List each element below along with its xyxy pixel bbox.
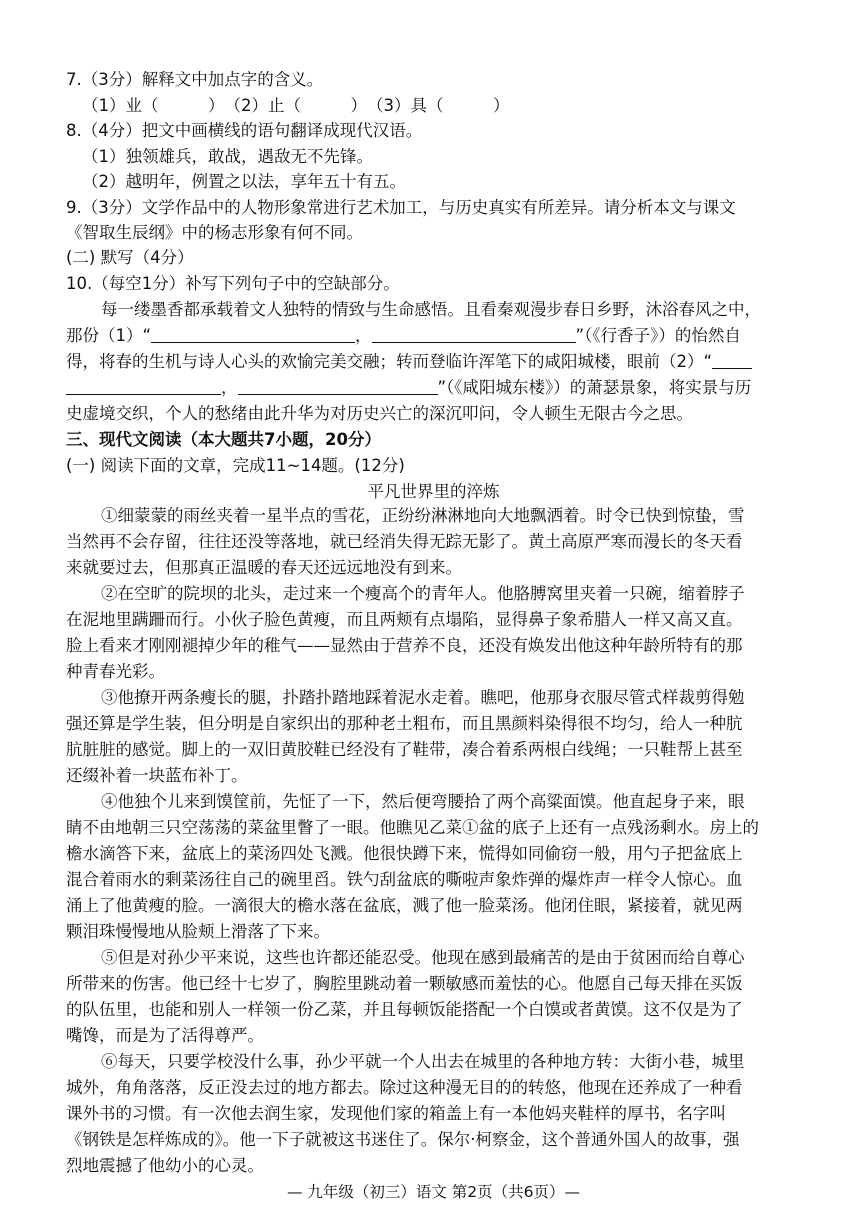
answer-blank[interactable]	[372, 324, 576, 343]
article-line: ③他撩开两条瘦长的腿，扑踏扑踏地踩着泥水走着。瞧吧，他那身衣服尽管式样裁剪得勉	[101, 688, 745, 707]
moxie-paragraph-line-4	[66, 376, 751, 400]
moxie-paragraph-line-1: 每一缕墨香都承载着文人独特的情致与生命感悟。且看秦观漫步春日乡野，沐浴春风之中，	[101, 300, 761, 319]
article-line: 《钢铁是怎样炼成的》。他一下子就被这书迷住了。保尔·柯察金，这个普通外国人的故事，强	[66, 1130, 740, 1149]
moxie-text: ”（《行香子》）的怡然自	[575, 326, 741, 345]
article-line: ⑥每天，只要学校没什么事，孙少平就一个人出去在城里的各种地方转：大街小巷，城里	[101, 1052, 745, 1071]
question-8-item-2: （2）越明年，例置之以法，享年五十有五。	[82, 172, 406, 191]
article-line: 檐水滴答下来，盆底上的菜汤四处飞溅。他很快蹲下来，慌得如同偷窃一般，用勺子把盆底上	[66, 844, 743, 863]
moxie-paragraph-line-5: 史虚境交织，个人的愁绪由此升华为对历史兴亡的深沉叩问，令人顿生无限古今之思。	[66, 404, 693, 423]
article-line: 在泥地里蹒跚而行。小伙子脸色黄瘦，而且两颊有点塌陷，显得鼻子象希腊人一样又高又直。	[66, 610, 743, 629]
moxie-text: ”（《咸阳城东楼》）的萧瑟景象，将实景与历	[437, 378, 752, 397]
article-line: 嘴馋，而是为了活得尊严。	[66, 1026, 264, 1045]
article-line: 脸上看来才刚刚褪掉少年的稚气——显然由于营养不良，还没有焕发出他这种年龄所特有的那	[66, 636, 743, 655]
article-line: 当然再不会存留，往往还没等落地，就已经消失得无踪无影了。黄土高原严寒而漫长的冬天看	[66, 532, 743, 551]
article-line: 颗泪珠慢慢地从脸颊上滑落了下来。	[66, 922, 330, 941]
article-line: 烈地震撼了他幼小的心灵。	[66, 1156, 264, 1175]
answer-blank[interactable]	[712, 350, 752, 369]
question-9-line-2: 《智取生辰纲》中的杨志形象有何不同。	[66, 223, 363, 242]
moxie-text: ，	[355, 326, 372, 345]
article-line: 还缀补着一块蓝布补丁。	[66, 766, 248, 785]
answer-blank[interactable]	[238, 376, 438, 395]
section-three-subtitle: (一) 阅读下面的文章，完成11~14题。(12分)	[66, 456, 405, 475]
article-line: ①细蒙蒙的雨丝夹着一星半点的雪花，正纷纷淋淋地向大地飘洒着。时令已快到惊蛰，雪	[101, 506, 745, 525]
moxie-text: 那份（1）“	[66, 326, 152, 345]
question-10: 10.（每空1分）补写下列句子中的空缺部分。	[66, 274, 400, 293]
article-line: ④他独个儿来到馍筐前，先怔了一下，然后便弯腰拾了两个高粱面馍。他直起身子来，眼	[101, 792, 745, 811]
question-7-items: （1）业（ ） （2）止（ ） （3）具（ ）	[82, 96, 510, 115]
question-8-item-1: （1）独领雄兵，敢战，遇敌无不先锋。	[82, 147, 373, 166]
section-moxie-title: (二) 默写（4分）	[66, 248, 194, 267]
moxie-paragraph-line-3	[66, 350, 752, 374]
moxie-text: 得，将春的生机与诗人心头的欢愉完美交融；转而登临许浑笔下的咸阳城楼，眼前（2）“	[66, 352, 713, 371]
article-line: 强还算是学生装，但分明是自家织出的那种老土粗布，而且黑颜料染得很不均匀，给人一种肮	[66, 714, 743, 733]
article-line: 城外，角角落落，反正没去过的地方都去。除过这种漫无目的的转悠，他现在还养成了一种看	[66, 1078, 743, 1097]
article-line: 的队伍里，也能和别人一样领一份乙菜，并且每顿饭能搭配一个白馍或者黄馍。这不仅是为了	[66, 1000, 743, 1019]
answer-blank[interactable]	[151, 324, 355, 343]
article-line: 所带来的伤害。他已经十七岁了，胸腔里跳动着一颗敏感而羞怯的心。他愿自己每天排在买饭	[66, 974, 743, 993]
section-three-title: 三、现代文阅读（本大题共7小题，20分）	[66, 430, 381, 449]
article-line: 混合着雨水的剩菜汤往自己的碗里舀。铁勺刮盆底的嘶啦声象炸弹的爆炸声一样令人惊心。血	[66, 870, 743, 889]
article-line: 课外书的习惯。有一次他去润生家，发现他们家的箱盖上有一本他妈夹鞋样的厚书，名字叫	[66, 1104, 726, 1123]
page-footer: — 九年级（初三）语文 第2页（共6页）—	[286, 1183, 581, 1201]
article-line: 涌上了他黄瘦的脸。一滴很大的檐水落在盆底，溅了他一脸菜汤。他闭住眼，紧接着，就见两	[66, 896, 743, 915]
answer-blank[interactable]	[66, 376, 221, 395]
article-line: 来就要过去，但那真正温暖的春天还远远地没有到来。	[66, 558, 462, 577]
article-line: 种青春光彩。	[66, 662, 165, 681]
article-line: 肮脏脏的感觉。脚上的一双旧黄胶鞋已经没有了鞋带，凑合着系两根白线绳；一只鞋帮上甚至	[66, 740, 743, 759]
article-line: 睛不由地朝三只空荡荡的菜盆里瞥了一眼。他瞧见乙菜①盆的底子上还有一点残汤剩水。房上的	[66, 818, 759, 837]
moxie-text: ，	[221, 378, 238, 397]
article-line: ②在空旷的院坝的北头，走过来一个瘦高个的青年人。他胳膊窝里夹着一只碗，缩着脖子	[101, 584, 745, 603]
question-8: 8.（4分）把文中画横线的语句翻译成现代汉语。	[66, 121, 423, 140]
article-title: 平凡世界里的淬炼	[367, 482, 500, 501]
question-7: 7.（3分）解释文中加点字的含义。	[66, 70, 324, 89]
moxie-paragraph-line-2	[66, 324, 741, 348]
question-9-line-1: 9.（3分）文学作品中的人物形象常进行艺术加工，与历史真实有所差异。请分析本文与课文	[66, 198, 736, 217]
article-line: ⑤但是对孙少平来说，这些也许都还能忍受。他现在感到最痛苦的是由于贫困而给自尊心	[101, 948, 745, 967]
